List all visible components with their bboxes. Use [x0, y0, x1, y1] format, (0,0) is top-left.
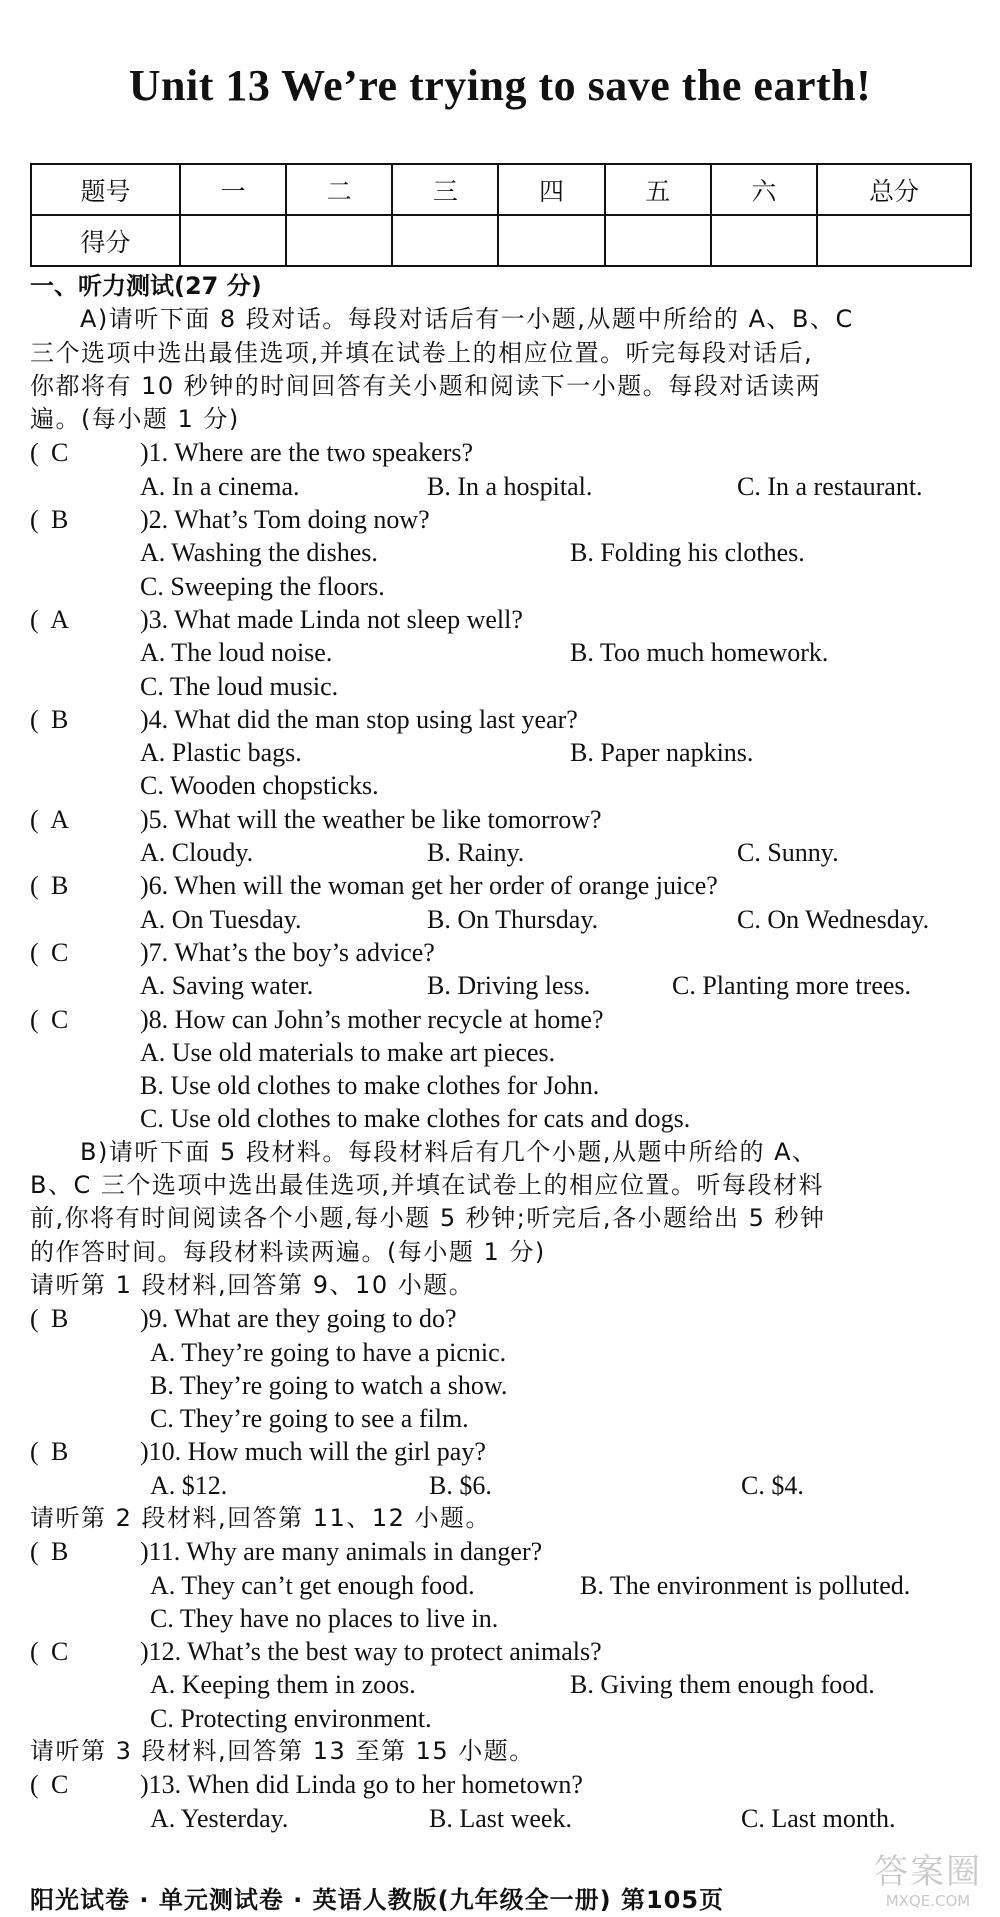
score-header-cell: 六 — [711, 164, 817, 215]
options-row — [30, 836, 980, 869]
options-row — [30, 769, 980, 802]
option-a: A. Washing the dishes. — [140, 538, 378, 568]
instruction-line: 遍。(每小题 1 分) — [30, 405, 240, 434]
answer-letter[interactable]: B — [51, 871, 69, 901]
instruction-line: 的作答时间。每段材料读两遍。(每小题 1 分) — [30, 1237, 546, 1266]
page-footer: 阳光试卷 · 单元测试卷 · 英语人教版(九年级全一册) 第105页 — [30, 1886, 725, 1914]
option-b: B. In a hospital. — [427, 471, 593, 501]
question-6: ( B )6. When will the woman get her order of orange juice? — [30, 869, 980, 902]
options-row — [30, 470, 980, 503]
score-cell — [711, 215, 817, 266]
options-row — [30, 1702, 980, 1735]
instruction-line: 你都将有 10 秒钟的时间回答有关小题和阅读下一小题。每段对话读两 — [30, 371, 822, 400]
options-row — [30, 670, 980, 703]
question-3: ( A )3. What made Linda not sleep well? — [30, 603, 980, 636]
option-a: A. Yesterday. — [150, 1803, 289, 1833]
options-row — [30, 636, 980, 669]
question-9: ( B )9. What are they going to do? — [30, 1302, 980, 1335]
option-b: B. They’re going to watch a show. — [150, 1370, 508, 1400]
answer-letter[interactable]: C — [51, 1004, 69, 1034]
option-b: B. Too much homework. — [570, 638, 829, 668]
score-row-label: 得分 — [31, 215, 180, 266]
answer-letter[interactable]: C — [51, 1770, 69, 1800]
option-c: C. Use old clothes to make clothes for cats and dogs. — [140, 1104, 691, 1134]
option-c: C. Sunny. — [737, 838, 839, 868]
score-cell — [817, 215, 971, 266]
option-c: C. The loud music. — [140, 671, 339, 701]
option-a: A. Cloudy. — [140, 838, 254, 868]
options-row — [30, 1069, 980, 1102]
material-note: 请听第 3 段材料,回答第 13 至第 15 小题。 — [30, 1737, 535, 1766]
score-header-cell: 一 — [180, 164, 286, 215]
options-row — [30, 1336, 980, 1369]
option-b: B. $6. — [429, 1470, 492, 1500]
instruction-line: A)请听下面 8 段对话。每段对话后有一小题,从题中所给的 A、B、C — [80, 305, 854, 334]
option-a: A. They can’t get enough food. — [150, 1570, 475, 1600]
question-10: ( B )10. How much will the girl pay? — [30, 1435, 980, 1468]
question-stem: )6. When will the woman get her order of orange juice? — [140, 871, 718, 901]
page-title: Unit 13 We’re trying to save the earth! — [128, 61, 872, 110]
watermark-site: MXQE.COM — [885, 1892, 971, 1910]
option-c: C. $4. — [741, 1470, 804, 1500]
question-13: ( C )13. When did Linda go to her hometown? — [30, 1768, 980, 1801]
option-b: B. Giving them enough food. — [570, 1670, 875, 1700]
score-table-score-row — [31, 215, 971, 266]
score-header-cell: 总分 — [817, 164, 971, 215]
answer-letter[interactable]: B — [51, 505, 69, 535]
material-note: 请听第 2 段材料,回答第 11、12 小题。 — [30, 1503, 491, 1532]
option-a: A. Keeping them in zoos. — [150, 1670, 416, 1700]
section-heading: 一、听力测试(27 分) — [30, 272, 262, 300]
question-stem: )2. What’s Tom doing now? — [140, 505, 430, 535]
option-c: C. They’re going to see a film. — [150, 1404, 469, 1434]
option-a: A. Plastic bags. — [140, 738, 302, 768]
question-stem: )13. When did Linda go to her hometown? — [140, 1770, 583, 1800]
options-row — [30, 1469, 980, 1502]
score-cell — [498, 215, 604, 266]
option-c: C. Sweeping the floors. — [140, 571, 385, 601]
options-row — [30, 1036, 980, 1069]
answer-letter[interactable]: C — [51, 937, 69, 967]
question-5: ( A )5. What will the weather be like tomorrow? — [30, 803, 980, 836]
options-row — [30, 736, 980, 769]
answer-letter[interactable]: B — [51, 1537, 69, 1567]
option-c: C. Planting more trees. — [672, 971, 912, 1001]
answer-letter[interactable]: B — [51, 1437, 69, 1467]
question-7: ( C )7. What’s the boy’s advice? — [30, 936, 980, 969]
option-b: B. Folding his clothes. — [570, 538, 805, 568]
answer-letter[interactable]: A — [50, 804, 70, 834]
option-a: A. Saving water. — [140, 971, 314, 1001]
option-b: B. The environment is polluted. — [580, 1570, 911, 1600]
answer-letter[interactable]: C — [51, 438, 69, 468]
options-row — [30, 903, 980, 936]
option-c: C. Wooden chopsticks. — [140, 771, 379, 801]
options-row — [30, 1802, 980, 1835]
instruction-line: B)请听下面 5 段材料。每段材料后有几个小题,从题中所给的 A、 — [80, 1137, 818, 1166]
option-a: A. They’re going to have a picnic. — [150, 1337, 507, 1367]
question-8: ( C )8. How can John’s mother recycle at home? — [30, 1003, 980, 1036]
score-table-header-row — [31, 164, 971, 215]
question-stem: )7. What’s the boy’s advice? — [140, 937, 435, 967]
options-row — [30, 536, 980, 569]
instruction-line: 前,你将有时间阅读各个小题,每小题 5 秒钟;听完后,各小题给出 5 秒钟 — [30, 1204, 826, 1233]
material-note: 请听第 1 段材料,回答第 9、10 小题。 — [30, 1270, 475, 1299]
score-header-cell: 五 — [605, 164, 711, 215]
option-a: A. In a cinema. — [140, 471, 300, 501]
options-row — [30, 1402, 980, 1435]
options-row — [30, 969, 980, 1002]
options-row — [30, 1369, 980, 1402]
score-cell — [286, 215, 392, 266]
score-cell — [605, 215, 711, 266]
question-11: ( B )11. Why are many animals in danger? — [30, 1535, 980, 1568]
option-b: B. Paper napkins. — [570, 738, 754, 768]
question-4: ( B )4. What did the man stop using last year? — [30, 703, 980, 736]
options-row — [30, 1569, 980, 1602]
option-b: B. Use old clothes to make clothes for John. — [140, 1071, 600, 1101]
score-table — [30, 163, 972, 267]
score-cell — [180, 215, 286, 266]
question-stem: )12. What’s the best way to protect animals? — [140, 1637, 602, 1667]
question-stem: )4. What did the man stop using last year? — [140, 704, 578, 734]
option-a: A. $12. — [150, 1470, 228, 1500]
question-stem: )3. What made Linda not sleep well? — [140, 604, 523, 634]
option-b: B. On Thursday. — [427, 904, 599, 934]
option-a: A. On Tuesday. — [140, 904, 302, 934]
question-stem: )8. How can John’s mother recycle at home? — [140, 1004, 604, 1034]
question-1: ( C )1. Where are the two speakers? — [30, 436, 980, 469]
question-2: ( B )2. What’s Tom doing now? — [30, 503, 980, 536]
instruction-line: B、C 三个选项中选出最佳选项,并填在试卷上的相应位置。听每段材料 — [30, 1171, 824, 1200]
score-header-cell: 二 — [286, 164, 392, 215]
score-header-cell: 题号 — [31, 164, 180, 215]
watermark — [858, 1852, 998, 1912]
question-stem: )1. Where are the two speakers? — [140, 438, 474, 468]
watermark-logo-icon: 答案圈 — [874, 1852, 982, 1892]
options-row — [30, 570, 980, 603]
option-a: A. Use old materials to make art pieces. — [140, 1037, 556, 1067]
options-row — [30, 1102, 980, 1135]
instruction-line: 三个选项中选出最佳选项,并填在试卷上的相应位置。听完每段对话后, — [30, 338, 814, 367]
question-stem: )10. How much will the girl pay? — [140, 1437, 486, 1467]
question-12: ( C )12. What’s the best way to protect animals? — [30, 1635, 980, 1668]
option-b: B. Last week. — [429, 1803, 572, 1833]
answer-letter[interactable]: B — [51, 1304, 69, 1334]
answer-letter[interactable]: A — [50, 604, 70, 634]
question-stem: )5. What will the weather be like tomorrow? — [140, 804, 602, 834]
answer-letter[interactable]: C — [51, 1637, 69, 1667]
option-c: C. Last month. — [741, 1803, 896, 1833]
options-row — [30, 1668, 980, 1701]
answer-letter[interactable]: B — [51, 704, 69, 734]
option-c: C. On Wednesday. — [737, 904, 930, 934]
option-c: C. Protecting environment. — [150, 1703, 432, 1733]
options-row — [30, 1602, 980, 1635]
score-cell — [392, 215, 498, 266]
option-b: B. Driving less. — [427, 971, 591, 1001]
option-a: A. The loud noise. — [140, 638, 333, 668]
exam-content — [30, 270, 980, 1835]
score-header-cell: 四 — [498, 164, 604, 215]
question-stem: )11. Why are many animals in danger? — [140, 1537, 543, 1567]
option-c: C. They have no places to live in. — [150, 1603, 499, 1633]
option-c: C. In a restaurant. — [737, 471, 923, 501]
option-b: B. Rainy. — [427, 838, 525, 868]
question-stem: )9. What are they going to do? — [140, 1304, 457, 1334]
score-header-cell: 三 — [392, 164, 498, 215]
